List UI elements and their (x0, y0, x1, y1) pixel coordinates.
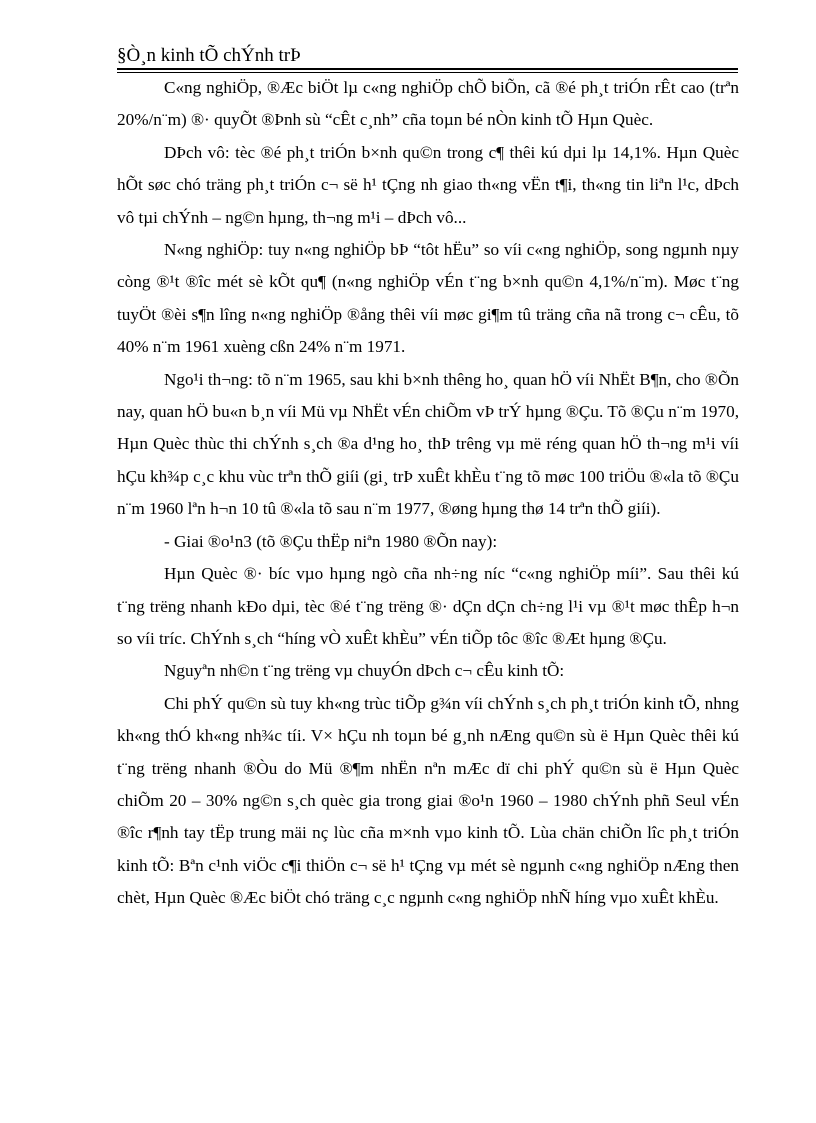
paragraph-foreign-trade: Ngo¹i th¬ng: tõ n¨m 1965, sau khi b×nh thêng ho¸ quan hÖ víi NhËt B¶n, cho ®Õn nay, quan hÖ bu«n b¸n víi Mü vµ NhËt vÉn chiÕm vÞ trÝ hµng ®Çu. Tõ ®Çu n¨m 1970, Hµn Quèc thùc thi chÝnh s¸ch ®a d¹ng ho¸ thÞ trêng vµ më réng quan hÖ th¬ng m¹i víi hÇu kh¾p c¸c khu vùc trªn thÕ giíi (gi¸ trÞ xuÊt khÈu t¨ng tõ møc 100 triÖu ®«la tõ ®Çu n¨m 1960 lªn h¬n 10 tû ®«la tõ sau n¨m 1977, ®øng hµng thø 14 trªn thÕ giíi). (117, 369, 739, 519)
paragraph-agriculture: N«ng nghiÖp: tuy n«ng nghiÖp bÞ “tôt hËu” so víi c«ng nghiÖp, song ngµnh nµy còng ®¹t ®îc mét sè kÕt qu¶ (n«ng nghiÖp vÉn t¨ng b×nh qu©n 4,1%/n¨m). Møc t¨ng tuyÖt ®èi s¶n lîng n«ng nghiÖp ®ång thêi víi møc gi¶m tû träng cña nã trong c¬ cÊu, tõ 40% n¨m 1961 xuèng cßn 24% n¨m 1971. (117, 240, 739, 357)
page-header-title: §Ò¸n kinh tÕ chÝnh trÞ (117, 45, 301, 66)
document-body (117, 72, 739, 915)
paragraph-phase-3-heading: - Giai ®o¹n3 (tõ ®Çu thËp niªn 1980 ®Õn nay): (164, 531, 498, 551)
paragraph-causes-heading: Nguyªn nh©n t¨ng trëng vµ chuyÓn dÞch c¬ cÊu kinh tÕ: (164, 661, 565, 681)
paragraph-military-spending: Chi phÝ qu©n sù tuy kh«ng trùc tiÕp g¾n víi chÝnh s¸ch ph¸t triÓn kinh tÕ, nhng kh«ng thÓ kh«ng nh¾c tíi. V× hÇu nh toµn bé g¸nh nÆng qu©n sù ë Hµn Quèc thêi kú t¨ng trëng nhanh ®Òu do Mü ®¶m nhËn nªn mÆc dï chi phÝ qu©n sù ë Hµn Quèc chiÕm 20 – 30% ng©n s¸ch quèc gia trong giai ®o¹n 1960 – 1980 chÝnh phñ Seul vÉn ®îc r¶nh tay tËp trung mäi nç lùc cña m×nh vµo kinh tÕ. Lùa chän chiÕn lîc ph¸t triÓn kinh tÕ: Bªn c¹nh viÖc c¶i thiÖn c¬ së h¹ tÇng vµ mét sè ngµnh c«ng nghiÖp nÆng then chèt, Hµn Quèc ®Æc biÖt chó träng c¸c ngµnh c«ng nghiÖp nhÑ híng vµo xuÊt khÈu. (117, 693, 739, 908)
header-divider (117, 68, 738, 70)
paragraph-services: DÞch vô: tèc ®é ph¸t triÓn b×nh qu©n trong c¶ thêi kú dµi lµ 14,1%. Hµn Quèc hÕt søc chó träng ph¸t triÓn c¬ së h¹ tÇng nh giao th«ng vËn t¶i, th«ng tin liªn l¹c, dÞch vô tµi chÝnh – ng©n hµng, th¬ng m¹i – dÞch vô... (117, 142, 739, 227)
paragraph-industry: C«ng nghiÖp, ®Æc biÖt lµ c«ng nghiÖp chÕ biÕn, cã ®é ph¸t triÓn rÊt cao (trªn 20%/n¨m) ®· quyÕt ®Þnh sù “cÊt c¸nh” cña toµn bé nÒn kinh tÕ Hµn Quèc. (117, 78, 739, 130)
paragraph-phase-3: Hµn Quèc ®· bíc vµo hµng ngò cña nh÷ng níc “c«ng nghiÖp míi”. Sau thêi kú t¨ng trëng nhanh kÐo dµi, tèc ®é t¨ng trëng ®· dÇn dÇn ch÷ng l¹i vµ ®¹t møc thÊp h¬n so víi tríc. ChÝnh s¸ch “híng vÒ xuÊt khÈu” vÉn tiÕp tôc ®îc ®Æt hµng ®Çu. (117, 564, 739, 648)
